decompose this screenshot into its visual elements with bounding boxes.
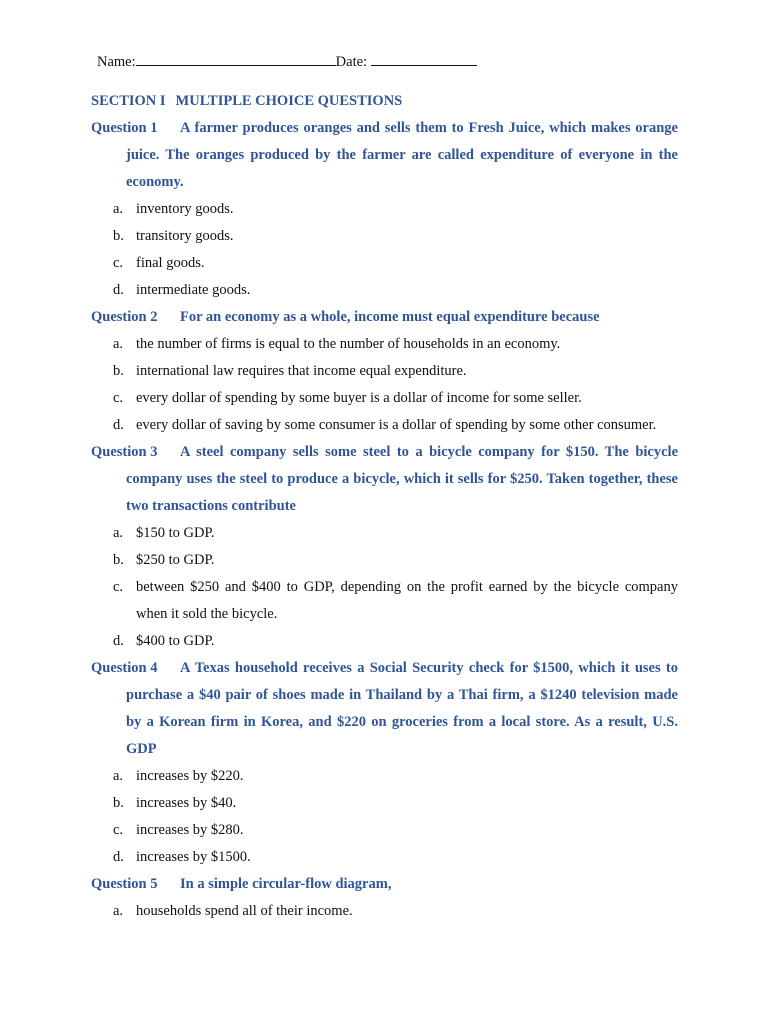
option-letter: a. — [113, 336, 124, 352]
answer-option[interactable] — [91, 628, 678, 655]
answer-option[interactable] — [91, 898, 678, 925]
option-letter: d. — [113, 633, 124, 649]
question-5 — [91, 871, 678, 898]
option-text: every dollar of spending by some buyer is a dollar of income for some seller. — [136, 390, 582, 406]
section-number: SECTION I — [91, 93, 166, 109]
answer-option[interactable] — [91, 817, 678, 844]
question-text: For an economy as a whole, income must equal expenditure because — [180, 309, 600, 325]
question-1 — [91, 115, 678, 196]
option-text: increases by $40. — [136, 795, 237, 811]
answer-option[interactable] — [91, 520, 678, 547]
answer-option[interactable] — [91, 844, 678, 871]
option-letter: a. — [113, 525, 124, 541]
option-text: intermediate goods. — [136, 282, 251, 298]
answer-option[interactable] — [91, 547, 678, 574]
answer-option[interactable] — [91, 223, 678, 250]
question-text: In a simple circular-flow diagram, — [180, 876, 392, 892]
option-letter: b. — [113, 552, 124, 568]
question-text: A Texas household receives a Social Security check for $1500, which it uses to purchase a $40 pair of shoes made in Thailand by a Thai firm, a $1240 television made by a Korean firm in Korea, and $220 on groceries from a local store. As a result, U.S. GDP — [126, 660, 678, 757]
option-text: $250 to GDP. — [136, 552, 215, 568]
option-text: every dollar of saving by some consumer is a dollar of spending by some other consumer. — [136, 417, 657, 433]
option-letter: c. — [113, 579, 124, 595]
answer-option[interactable] — [91, 196, 678, 223]
question-text: A farmer produces oranges and sells them to Fresh Juice, which makes orange juice. The oranges produced by the farmer are called expenditure of everyone in the economy. — [126, 120, 678, 190]
question-4 — [91, 655, 678, 763]
answer-option[interactable] — [91, 385, 678, 412]
question-label: Question 1 — [91, 120, 158, 136]
option-letter: a. — [113, 903, 124, 919]
question-label: Question 2 — [91, 309, 158, 325]
answer-option[interactable] — [91, 277, 678, 304]
question-list — [91, 88, 678, 925]
option-text: increases by $220. — [136, 768, 244, 784]
name-blank-line[interactable] — [136, 52, 336, 66]
option-letter: d. — [113, 282, 124, 298]
option-letter: a. — [113, 201, 124, 217]
answer-option[interactable] — [91, 358, 678, 385]
option-text: $400 to GDP. — [136, 633, 215, 649]
option-letter: c. — [113, 390, 124, 406]
option-text: between $250 and $400 to GDP, depending on the profit earned by the bicycle company when it sold the bicycle. — [136, 579, 678, 622]
option-text: increases by $1500. — [136, 849, 251, 865]
option-letter: b. — [113, 363, 124, 379]
date-blank-line[interactable] — [371, 52, 477, 66]
option-letter: b. — [113, 228, 124, 244]
option-text: international law requires that income equal expenditure. — [136, 363, 467, 379]
option-text: inventory goods. — [136, 201, 234, 217]
answer-option[interactable] — [91, 790, 678, 817]
option-text: $150 to GDP. — [136, 525, 215, 541]
answer-option[interactable] — [91, 250, 678, 277]
answer-option[interactable] — [91, 331, 678, 358]
section-title: MULTIPLE CHOICE QUESTIONS — [175, 93, 403, 109]
questions-container — [91, 115, 678, 925]
answer-option[interactable] — [91, 412, 678, 439]
answer-option[interactable] — [91, 574, 678, 628]
option-letter: d. — [113, 417, 124, 433]
question-3 — [91, 439, 678, 520]
option-letter: a. — [113, 768, 124, 784]
option-text: final goods. — [136, 255, 205, 271]
option-text: households spend all of their income. — [136, 903, 353, 919]
option-letter: d. — [113, 849, 124, 865]
section-heading — [91, 88, 678, 115]
question-text: A steel company sells some steel to a bicycle company for $150. The bicycle company uses the steel to produce a bicycle, which it sells for $250. Taken together, these two transactions contribute — [126, 444, 678, 514]
answer-option[interactable] — [91, 763, 678, 790]
name-label: Name: — [97, 54, 136, 70]
option-text: the number of firms is equal to the number of households in an economy. — [136, 336, 561, 352]
question-label: Question 5 — [91, 876, 158, 892]
option-text: transitory goods. — [136, 228, 234, 244]
question-label: Question 3 — [91, 444, 158, 460]
option-letter: c. — [113, 822, 124, 838]
date-label: Date: — [335, 54, 368, 70]
option-letter: c. — [113, 255, 124, 271]
option-text: increases by $280. — [136, 822, 244, 838]
name-date-header — [97, 52, 477, 71]
question-label: Question 4 — [91, 660, 158, 676]
option-letter: b. — [113, 795, 124, 811]
question-2 — [91, 304, 678, 331]
